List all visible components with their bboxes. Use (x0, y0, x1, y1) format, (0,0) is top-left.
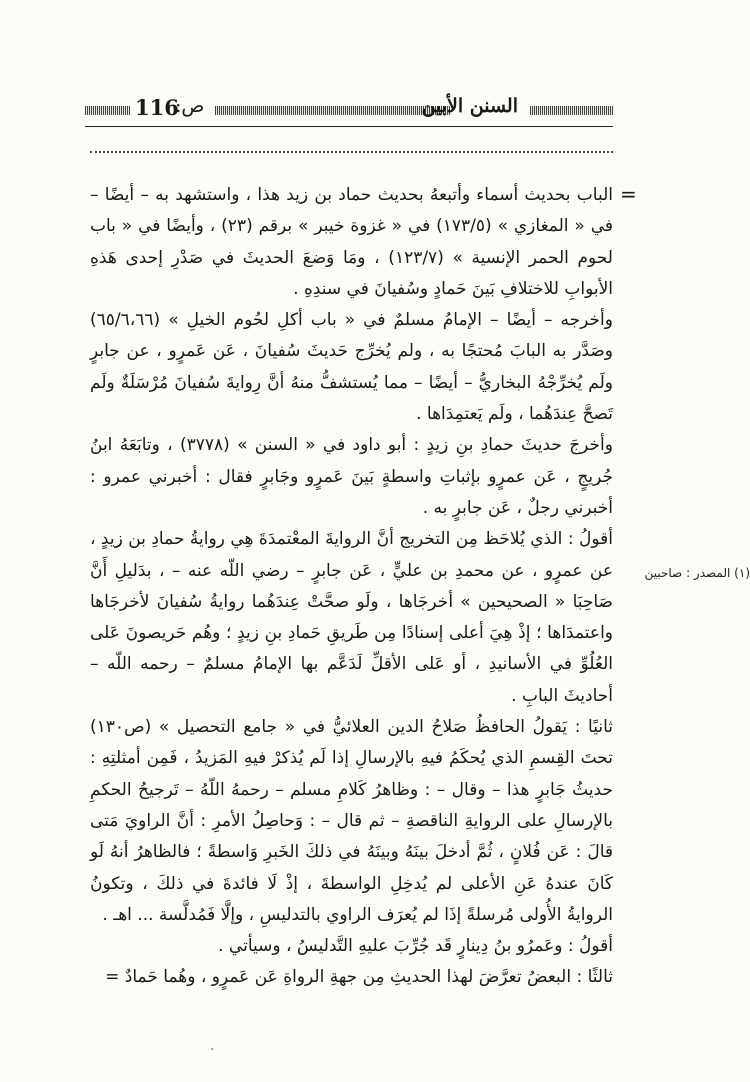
paragraph-7: ثالثًا : البعضُ تعرَّضَ لهذا الحديثِ مِن جهةِ الرواةِ عَن عَمرٍو ، وهُما حَمادٌ = (105, 967, 613, 988)
header-rule (85, 126, 613, 127)
page-label: ص: (175, 95, 205, 117)
paragraph-4: أقولُ : الذي يُلاحَظ مِن التخريج أنَّ الروايةَ المعْتمدَةَ هِي روايةُ حمادِ بن زيدٍ ، عن عمرٍو ، عن محمدِ بن عليٍّ ، عَن جابرٍ – رضي اللّه عنه – ، بدَليلِ أَنَّ صَاحِبَا « الصحيحين » أخرجَاها ، ولَو صحَّتْ عِندَهُما روايةُ سُفيانَ لأخرجَاها واعتمدَاها ؛ إذْ هِيَ أعلى إسنادًا مِن طَريقِ حَمادِ بنِ زيدٍ ؛ وهُم حَريصونَ عَلى العُلُوِّ في الأسانيدِ ، أو عَلى الأقلِّ لَدَعَّم بها الإمامُ مسلمٌ – رحمه اللّه – أحاديثَ البابِ . (90, 529, 613, 706)
page-number: 116 (135, 95, 179, 120)
paragraph-6: أقولُ : وعَمرُو بنُ دِينارٍ قَد جُرِّبَ عليهِ التَّدليسُ ، وسيأتي . (218, 936, 613, 957)
paragraph-2: وأخرجه – أيضًا – الإمامُ مسلمٌ في « باب أكلِ لحُوم الخيلِ » (٦٥/٦،٦٦) وصَدَّر به البابَ مُحتجًا به ، ولم يُخرِّج حَديثَ سُفيانَ ، عَن عَمرٍو ، عن جابرٍ ولَم يُخرِّجْهُ البخاريُّ – أيضًا – مما يُستشفُّ منهُ أنَّ رِوايةَ سُفيانَ مُرْسَلَةٌ ولَم تَصحَّ عِندَهُما ، ولَم يَعتمِدَاها . (90, 310, 613, 425)
paragraph-3: وأخرجَ حديثَ حمادِ بنِ زيدٍ : أبو داود في « السنن » (٣٧٧٨) ، وتابَعَهُ ابنُ جُريجٍ ، عَن عمرٍو بإثباتِ واسطةٍ بَينَ عَمرٍو وجَابرٍ فقال : أخبرني عمرو : أخبرني رجلٌ ، عَن جابرٍ به . (90, 435, 613, 518)
page-body (90, 180, 613, 994)
paragraph-1: الباب بحديث أسماء وأتبعهُ بحديث حماد بن زيد هذا ، واستشهد به – أيضًا – في « المغازي » (١٧٣/٥) في « غزوة خيبر » برقم (٢٣) ، وأيضًا في « باب لحوم الحمر الإنسية » (١٢٣/٧) ، ومَا وَضعَ الحديثَ في صَدْرِ إحدى هَذهِ الأبوابِ للاختلافِ بَينَ حَمادٍ وسُفيانَ في سندِهِ . (90, 185, 613, 299)
margin-note: (١) المصدر : صاحبين (644, 566, 750, 580)
header-ornament-right (530, 106, 613, 115)
dotted-separator (90, 151, 613, 153)
book-title: السنن الأبين (421, 95, 518, 117)
footer-mark: · (210, 1042, 215, 1058)
header-ornament-left (85, 106, 130, 115)
continuation-mark: = (620, 182, 637, 206)
paragraph-5: ثانيًا : يَقولُ الحافظُ صَلاحُ الدين العلائيُّ في « جامع التحصيل » (ص١٣٠) تحتَ القِسمِ الذي يُحكَمُ فيهِ بالإرسالِ إذا لَم يُذكرْ فيهِ المَزيدُ ، فَمِن أمثلتِهِ : حديثُ جَابرٍ هذا – وقال – : وظاهرُ كَلامِ مسلم – رحمهُ اللّهُ – تَرجيحُ الحكمِ بالإرسالِ على الروايةِ الناقصةِ – ثم قال – : وَحاصِلُ الأمرِ : أنَّ الراويَ مَتى قالَ : عَن فُلانٍ ، ثُمَّ أدخلَ بينَهُ وبينَهُ في ذلكَ الخَبرِ وَاسطةً ؛ فالظاهرُ أنهُ لَو كَانَ عندهُ عَنِ الأعلى لم يُدخِلِ الواسطةَ ، إذْ لَا فائدةَ في ذلكَ ، وتكونُ الروايةُ الأُولى مُرسلةً إذَا لم يُعرَف الراوي بالتدليسِ ، وإلَّا فَمُدلَّسة ... اهـ . (90, 717, 613, 925)
running-header (85, 95, 613, 125)
header-ornament-middle (215, 106, 450, 115)
